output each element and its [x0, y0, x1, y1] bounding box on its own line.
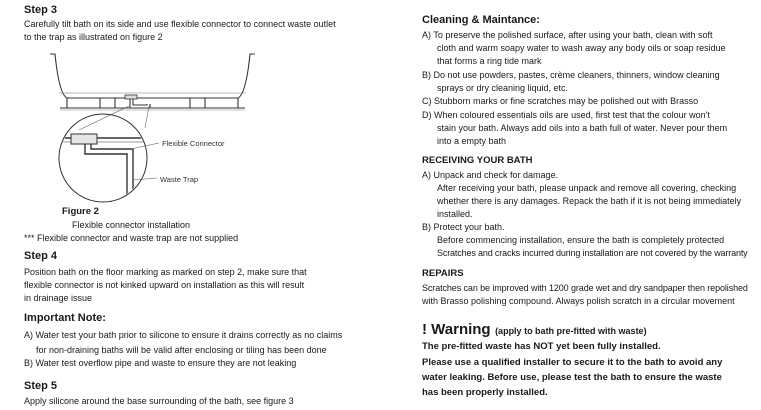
step5-heading: Step 5	[24, 380, 58, 392]
bath-section-drawing	[50, 54, 255, 110]
receiving-line-5: B) Protect your bath.	[422, 222, 505, 232]
cleaning-line-3: that forms a ring tide mark	[437, 56, 542, 66]
cleaning-line-6: C) Stubborn marks or fine scratches may be polished out with Brasso	[422, 96, 699, 106]
repairs-heading: REPAIRS	[422, 268, 464, 279]
zoom-pointer-lines	[79, 106, 149, 130]
step3-line-2: to the trap as illustrated on figure 2	[24, 32, 163, 42]
cleaning-line-1: A) To preserve the polished surface, after using your bath, clean with soft	[422, 30, 713, 40]
figure-caption-sub: Flexible connector installation	[72, 220, 191, 230]
supply-note: *** Flexible connector and waste trap are not supplied	[24, 233, 239, 243]
warning-title-row	[422, 321, 647, 339]
cleaning-line-7: D) When coloured essentials oils are used, first test that the colour won't	[422, 110, 710, 120]
receiving-heading: RECEIVING YOUR BATH	[422, 155, 533, 166]
cleaning-line-8: stain your bath. Always add oils into a bath full of water. Never pour them	[437, 123, 728, 133]
figure-caption-title: Figure 2	[62, 206, 99, 217]
cleaning-line-4: B) Do not use powders, pastes, crème cleaners, thinners, window cleaning	[422, 70, 720, 80]
waste-trap-label: Waste Trap	[160, 175, 199, 184]
step4-line-3: in drainage issue	[24, 293, 93, 303]
cleaning-line-9: into a empty bath	[437, 136, 507, 146]
detail-zoom-circle	[55, 114, 155, 202]
repairs-line-1: Scratches can be improved with 1200 grade wet and dry sandpaper then repolished	[422, 283, 748, 293]
warning-line-2: Please use a qualified installer to secure it to the bath to avoid any	[422, 357, 723, 368]
step4-heading: Step 4	[24, 250, 58, 262]
receiving-line-2: After receiving your bath, please unpack and remove all covering, checking	[437, 183, 737, 193]
important-note-a-line-2: for non-draining baths will be valid after enclosing or tiling has been done	[36, 345, 327, 355]
cleaning-line-2: cloth and warm soapy water to wash away any body oils or soap residue	[437, 43, 726, 53]
warning-line-3: water leaking. Before use, please test the bath to ensure the waste	[422, 372, 722, 383]
trap-leader-line	[133, 178, 157, 180]
important-note-heading: Important Note:	[24, 312, 106, 324]
step5-line: Apply silicone around the base surrounding of the bath, see figure 3	[24, 396, 294, 406]
receiving-line-1: A) Unpack and check for damage.	[422, 170, 559, 180]
step4-line-1: Position bath on the floor marking as marked on step 2, make sure that	[24, 267, 307, 277]
receiving-line-6: Before commencing installation, ensure the bath is completely protected	[437, 235, 725, 245]
important-note-a-line-1: A) Water test your bath prior to silicone to ensure it drains correctly as no claims	[24, 330, 343, 340]
receiving-line-3: whether there is any damages. Repack the bath if it is not being immediately	[437, 196, 742, 206]
warning-line-1: The pre-fitted waste has NOT yet been fully installed.	[422, 341, 661, 352]
flexible-connector-label: Flexible Connector	[162, 139, 225, 148]
repairs-line-2: with Brasso polishing compound. Always polish scratch in a circular movement	[422, 296, 735, 306]
warning-subtitle: (apply to bath pre-fitted with waste)	[495, 326, 647, 336]
cleaning-line-5: sprays or dry cleaning liquid, etc.	[437, 83, 569, 93]
step3-heading: Step 3	[24, 4, 58, 16]
warning-title: ! Warning	[422, 321, 491, 338]
step4-line-2: flexible connector is not kinked upward on installation as this will result	[24, 280, 305, 290]
important-note-b-line-1: B) Water test overflow pipe and waste to ensure they are not leaking	[24, 358, 297, 368]
cleaning-heading: Cleaning & Maintance:	[422, 14, 540, 26]
receiving-line-7: Scratches and cracks incurred during installation are not covered by the warranty	[437, 248, 748, 258]
step3-line-1: Carefully tilt bath on its side and use flexible connector to connect waste outlet	[24, 19, 336, 29]
receiving-line-4: installed.	[437, 209, 473, 219]
warning-line-4: has been properly installed.	[422, 387, 548, 398]
